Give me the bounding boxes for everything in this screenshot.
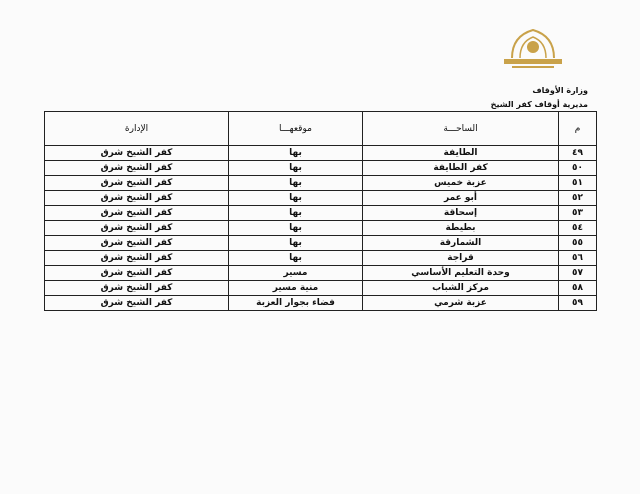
row-number: ٥١ xyxy=(559,176,597,191)
square-name: وحدة التعليم الأساسي xyxy=(363,266,559,281)
square-name: مركز الشباب xyxy=(363,281,559,296)
square-name: أبو عمر xyxy=(363,191,559,206)
row-number: ٥٧ xyxy=(559,266,597,281)
row-number: ٥٢ xyxy=(559,191,597,206)
square-location: بها xyxy=(229,251,363,266)
square-location: بها xyxy=(229,191,363,206)
row-number: ٥٥ xyxy=(559,236,597,251)
square-name: الطايفة xyxy=(363,146,559,161)
squares-table xyxy=(44,111,597,311)
administration-name: كفر الشيخ شرق xyxy=(45,281,229,296)
row-number: ٥٣ xyxy=(559,206,597,221)
administration-name: كفر الشيخ شرق xyxy=(45,206,229,221)
square-location: مسير xyxy=(229,266,363,281)
directorate-name: مديرية أوقاف كفر الشيخ xyxy=(490,100,588,109)
square-location: فضاء بجوار العزبة xyxy=(229,296,363,311)
column-header-location: موقعهـــا xyxy=(229,112,363,146)
square-location: بها xyxy=(229,146,363,161)
administration-name: كفر الشيخ شرق xyxy=(45,191,229,206)
row-number: ٥٨ xyxy=(559,281,597,296)
administration-name: كفر الشيخ شرق xyxy=(45,296,229,311)
table-row xyxy=(45,146,597,161)
table-row xyxy=(45,281,597,296)
square-location: منية مسير xyxy=(229,281,363,296)
administration-name: كفر الشيخ شرق xyxy=(45,146,229,161)
square-name: عزبة خميس xyxy=(363,176,559,191)
ministry-emblem-icon xyxy=(490,22,576,74)
column-header-administration: الإدارة xyxy=(45,112,229,146)
table-row xyxy=(45,236,597,251)
square-location: بها xyxy=(229,161,363,176)
square-name: الشمارقة xyxy=(363,236,559,251)
table-row xyxy=(45,296,597,311)
administration-name: كفر الشيخ شرق xyxy=(45,251,229,266)
row-number: ٥٦ xyxy=(559,251,597,266)
square-location: بها xyxy=(229,206,363,221)
administration-name: كفر الشيخ شرق xyxy=(45,266,229,281)
square-name: إسحاقة xyxy=(363,206,559,221)
square-location: بها xyxy=(229,176,363,191)
administration-name: كفر الشيخ شرق xyxy=(45,221,229,236)
column-header-number: م xyxy=(559,112,597,146)
table-row xyxy=(45,176,597,191)
row-number: ٥٩ xyxy=(559,296,597,311)
administration-name: كفر الشيخ شرق xyxy=(45,176,229,191)
square-location: بها xyxy=(229,236,363,251)
row-number: ٥٠ xyxy=(559,161,597,176)
column-header-square: الساحـــة xyxy=(363,112,559,146)
ministry-name: وزارة الأوقاف xyxy=(532,86,588,95)
square-location: بها xyxy=(229,221,363,236)
table-header-row xyxy=(45,112,597,146)
square-name: كفر الطايفة xyxy=(363,161,559,176)
administration-name: كفر الشيخ شرق xyxy=(45,236,229,251)
table-row xyxy=(45,191,597,206)
table-row xyxy=(45,161,597,176)
square-name: قراجة xyxy=(363,251,559,266)
square-name: بطيطة xyxy=(363,221,559,236)
table-row xyxy=(45,221,597,236)
row-number: ٥٤ xyxy=(559,221,597,236)
row-number: ٤٩ xyxy=(559,146,597,161)
square-name: عزبة شرمي xyxy=(363,296,559,311)
table-row xyxy=(45,266,597,281)
table-row xyxy=(45,206,597,221)
administration-name: كفر الشيخ شرق xyxy=(45,161,229,176)
table-row xyxy=(45,251,597,266)
